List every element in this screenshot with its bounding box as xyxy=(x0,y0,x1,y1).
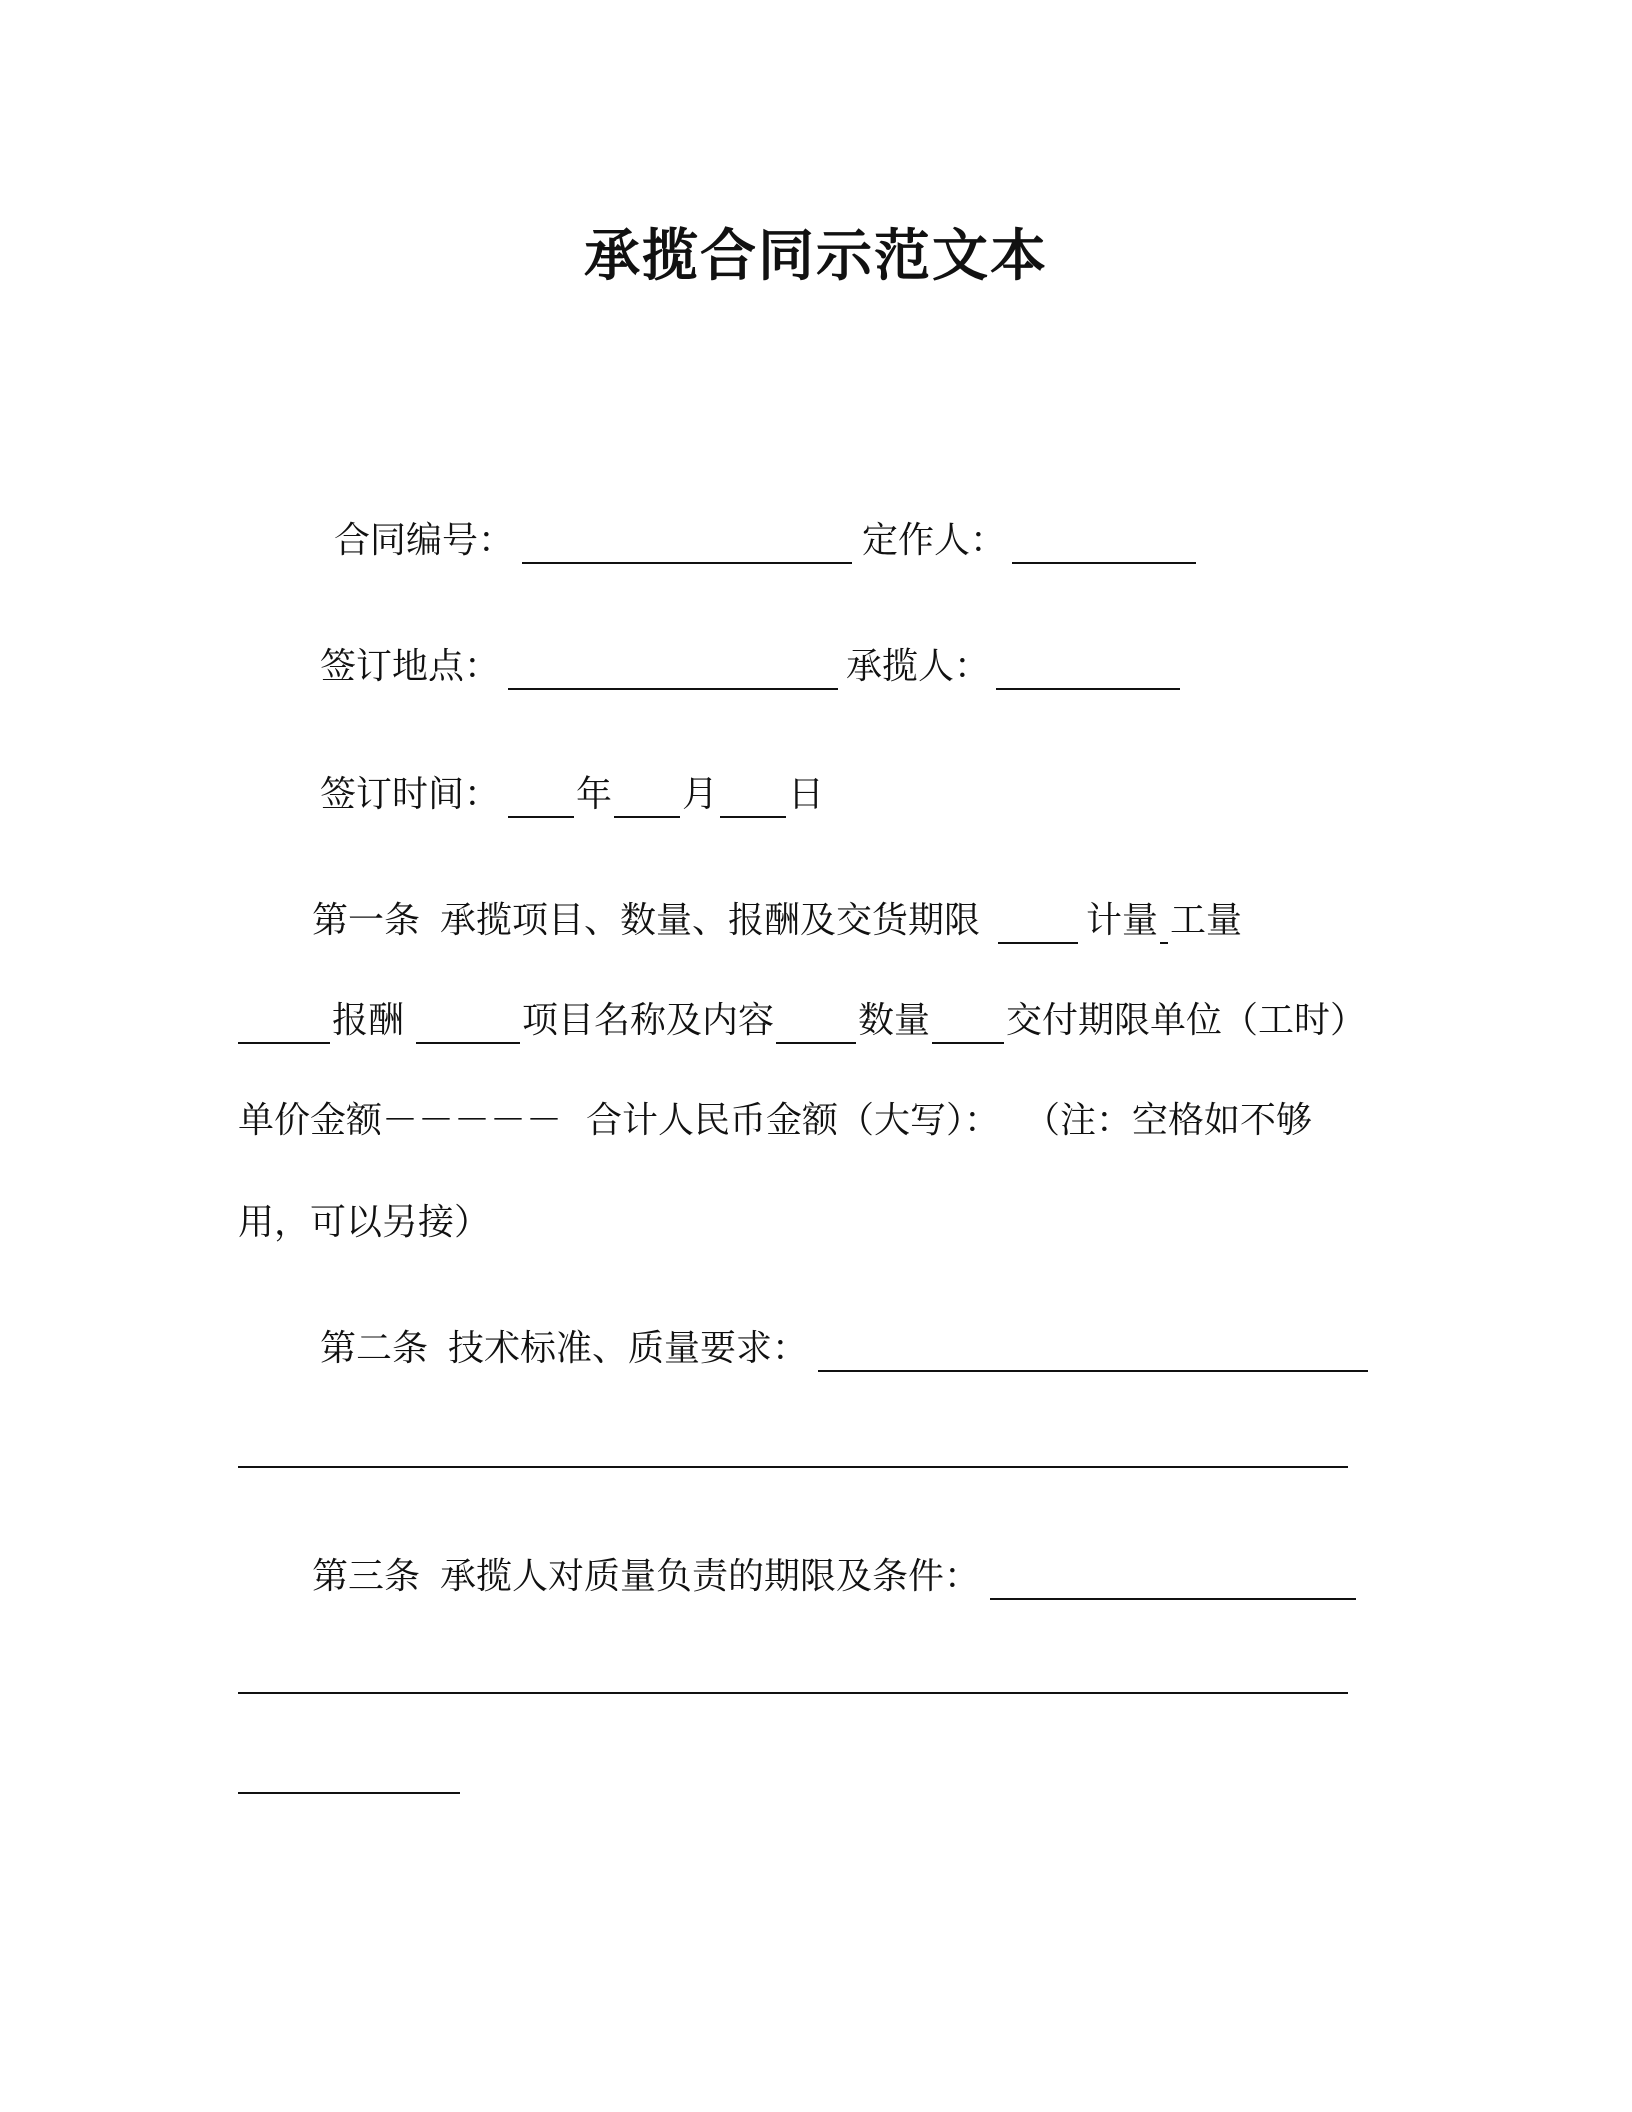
article1-line2 xyxy=(238,998,1366,1044)
orderer-field[interactable] xyxy=(1012,524,1196,564)
col-worklabor: 工量 xyxy=(1170,900,1243,941)
col-qty: 数量 xyxy=(858,1000,931,1041)
col-item: 项目名称及内容 xyxy=(522,1000,775,1041)
article1-line4 xyxy=(238,1200,490,1246)
unit-price-amount: 单价金额－－－－－ xyxy=(238,1100,563,1141)
contractor-field[interactable] xyxy=(996,650,1180,690)
col-deadline-unit: 交付期限单位（工时） xyxy=(1006,1000,1367,1041)
article1-title: 承揽项目、数量、报酬及交货期限 xyxy=(440,900,981,941)
sign-day-field[interactable] xyxy=(720,778,786,818)
sign-time-label: 签订时间： xyxy=(320,774,501,815)
sign-time-row xyxy=(320,772,824,818)
article2-continuation-line[interactable] xyxy=(238,1466,1348,1468)
document-title: 承揽合同示范文本 xyxy=(584,224,1048,289)
article3-heading: 第三条 xyxy=(312,1556,421,1597)
article1-blank-5[interactable] xyxy=(776,1004,856,1044)
sign-place-row xyxy=(320,644,1182,690)
article2-heading: 第二条 xyxy=(320,1328,429,1369)
article3-field[interactable] xyxy=(990,1560,1356,1600)
article1-blank-4[interactable] xyxy=(416,1004,520,1044)
sign-year-field[interactable] xyxy=(508,778,574,818)
article1-heading: 第一条 xyxy=(312,900,421,941)
article2-field[interactable] xyxy=(818,1332,1368,1372)
sign-place-field[interactable] xyxy=(508,650,838,690)
col-reward: 报酬 xyxy=(332,1000,405,1041)
contract-number-field[interactable] xyxy=(522,524,852,564)
sign-month-field[interactable] xyxy=(614,778,680,818)
col-measure: 计量 xyxy=(1086,900,1159,941)
article2-title: 技术标准、质量要求： xyxy=(448,1328,809,1369)
article3-continuation-line-2[interactable] xyxy=(238,1792,460,1794)
article1-line3 xyxy=(238,1098,1312,1144)
note-part1: （注：空格如不够 xyxy=(1024,1100,1313,1141)
article1-blank-3[interactable] xyxy=(238,1004,330,1044)
contract-number-label: 合同编号： xyxy=(334,520,515,561)
month-label: 月 xyxy=(682,774,719,815)
year-label: 年 xyxy=(576,774,613,815)
contractor-label: 承揽人： xyxy=(846,646,991,687)
sign-place-label: 签订地点： xyxy=(320,646,501,687)
article1-line1 xyxy=(312,898,1242,944)
article3-title: 承揽人对质量负责的期限及条件： xyxy=(440,1556,981,1597)
article1-blank-2[interactable] xyxy=(1160,904,1168,944)
total-rmb-label: 合计人民币金额（大写）： xyxy=(586,1100,1001,1141)
article2-line1 xyxy=(320,1326,1370,1372)
article3-continuation-line-1[interactable] xyxy=(238,1692,1348,1694)
article3-line1 xyxy=(312,1554,1358,1600)
article1-blank-6[interactable] xyxy=(932,1004,1004,1044)
day-label: 日 xyxy=(788,774,825,815)
article1-blank-1[interactable] xyxy=(998,904,1078,944)
contract-number-row xyxy=(334,518,1198,564)
orderer-label: 定作人： xyxy=(862,520,1007,561)
note-part2: 用，可以另接） xyxy=(238,1202,491,1243)
